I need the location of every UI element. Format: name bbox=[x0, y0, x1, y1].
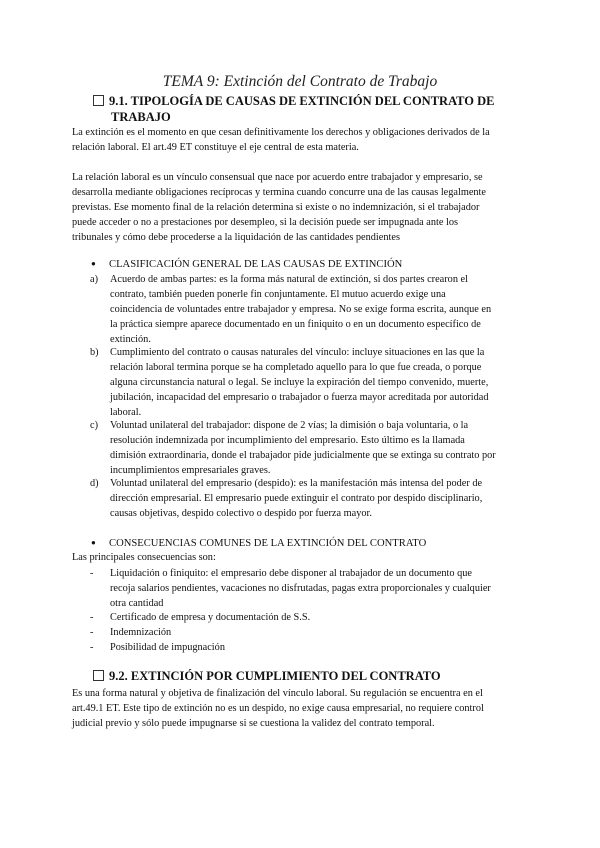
paragraph-line: relación laboral. El art.49 ET constituye el eje central de esta materia. bbox=[72, 142, 359, 153]
paragraph-line: puede acceder o no a prestaciones por desempleo, si la decisión puede ser impugnada ante los bbox=[72, 217, 458, 228]
paragraph-line: desarrolla mediante obligaciones recíprocas y termina cuando concurre una de las causas legalmente bbox=[72, 187, 486, 198]
consequences-heading-text: CONSECUENCIAS COMUNES DE LA EXTINCIÓN DEL CONTRATO bbox=[109, 538, 427, 549]
list-item-line: la práctica siempre aparece documentado en un finiquito o en un documento específico de bbox=[110, 319, 481, 330]
section-2-heading-line: 9.2. EXTINCIÓN POR CUMPLIMIENTO DEL CONTRATO bbox=[109, 669, 441, 683]
bullet-icon: ● bbox=[91, 259, 96, 268]
list-item-line: incumplimientos empresariales graves. bbox=[110, 465, 271, 476]
paragraph-line: judicial previo y sólo puede impugnarse si se cuestiona la validez del contrato temporal. bbox=[72, 718, 435, 729]
document-title: TEMA 9: Extinción del Contrato de Trabajo bbox=[162, 73, 438, 90]
section-1-heading bbox=[93, 93, 523, 125]
list-item-line: laboral. bbox=[110, 407, 142, 418]
list-item-line: Posibilidad de impugnación bbox=[110, 642, 225, 653]
list-item-line: Voluntad unilateral del trabajador: dispone de 2 vías; la dimisión o baja voluntaria, o la bbox=[110, 420, 469, 431]
list-item-line: causas objetivas, despido colectivo o despido por fuerza mayor. bbox=[110, 508, 372, 519]
bullet-icon: ● bbox=[91, 538, 96, 547]
section-2-paragraph bbox=[72, 686, 527, 731]
list-item-line: Voluntad unilateral del empresario (despido): es la manifestación más intensa del poder de bbox=[110, 478, 483, 489]
list-item-line: otra cantidad bbox=[110, 598, 164, 609]
list-item-line: Acuerdo de ambas partes: es la forma más natural de extinción, si dos partes crearon el bbox=[110, 274, 468, 285]
list-item-line: recoja salarios pendientes, vacaciones no disfrutadas, pagas extra proporcionales y cualquier bbox=[110, 583, 491, 594]
list-item-line: resolución indemnizada por incumplimiento del empresario. Esto último es la llamada bbox=[110, 435, 465, 446]
list-item-line: Indemnización bbox=[110, 627, 172, 638]
consequences-heading bbox=[91, 535, 531, 551]
paragraph-line: La extinción es el momento en que cesan definitivamente los derechos y obligaciones derivados de la bbox=[72, 127, 490, 138]
paragraph-line: previstas. Ese momento final de la relación determina si existe o no indemnización, si el trabajador bbox=[72, 202, 480, 213]
list-marker: - bbox=[90, 627, 94, 638]
list-item-line: alguna circunstancia natural o legal. Se incluye la expiración del tiempo convenido, muerte, bbox=[110, 377, 489, 388]
section-1-heading-line: 9.1. TIPOLOGÍA DE CAUSAS DE EXTINCIÓN DEL CONTRATO DE bbox=[109, 94, 495, 108]
list-item-line: dirección empresarial. El empresario puede extinguir el contrato por despido disciplinario, bbox=[110, 493, 483, 504]
list-item-line: jubilación, incapacidad del empresario o trabajador o fuerza mayor acreditada por autoridad bbox=[110, 392, 489, 403]
list-item-line: Liquidación o finiquito: el empresario debe disponer al trabajador de un documento que bbox=[110, 568, 472, 579]
paragraph-line: Las principales consecuencias son: bbox=[72, 552, 216, 563]
list-marker: - bbox=[90, 642, 94, 653]
list-item-line: dimisión extraordinaria, donde el trabajador pide judicialmente que se extinga su contrato por bbox=[110, 450, 496, 461]
intro-paragraph bbox=[72, 125, 527, 155]
section-2-heading bbox=[93, 668, 523, 684]
list-item-line: extinción. bbox=[110, 334, 151, 345]
list-marker: - bbox=[90, 612, 94, 623]
relation-paragraph bbox=[72, 170, 527, 245]
list-marker: d) bbox=[90, 478, 99, 489]
classification-heading bbox=[91, 256, 531, 272]
list-item-line: Certificado de empresa y documentación de S.S. bbox=[110, 612, 311, 623]
checkbox-icon bbox=[93, 95, 104, 106]
list-marker: c) bbox=[90, 420, 98, 431]
list-item-line: contrato, también pueden ponerle fin conjuntamente. El mutuo acuerdo exige una bbox=[110, 289, 446, 300]
list-item-line: Cumplimiento del contrato o causas naturales del vínculo: incluye situaciones en las que la bbox=[110, 347, 485, 358]
checkbox-icon bbox=[93, 670, 104, 681]
section-1-heading-line: TRABAJO bbox=[111, 110, 171, 124]
paragraph-line: La relación laboral es un vínculo consensual que nace por acuerdo entre trabajador y empresario, se bbox=[72, 172, 483, 183]
list-marker: a) bbox=[90, 274, 98, 285]
list-marker: b) bbox=[90, 347, 99, 358]
classification-heading-text: CLASIFICACIÓN GENERAL DE LAS CAUSAS DE EXTINCIÓN bbox=[109, 259, 403, 270]
list-item-line: relación laboral termina porque se ha completado aquello para lo que fue creada, o porque bbox=[110, 362, 482, 373]
paragraph-line: Es una forma natural y objetiva de finalización del vínculo laboral. Su regulación se encuentra en el bbox=[72, 688, 483, 699]
paragraph-line: art.49.1 ET. Este tipo de extinción no es un despido, no exige causa empresarial, no requiere control bbox=[72, 703, 484, 714]
list-marker: - bbox=[90, 568, 94, 579]
consequences-intro bbox=[72, 550, 527, 565]
paragraph-line: tribunales y cómo debe procederse a la liquidación de las cantidades pendientes bbox=[72, 232, 400, 243]
list-item-line: coincidencia de voluntades entre trabajador y empresa. No se exige forma escrita, aunque en bbox=[110, 304, 492, 315]
